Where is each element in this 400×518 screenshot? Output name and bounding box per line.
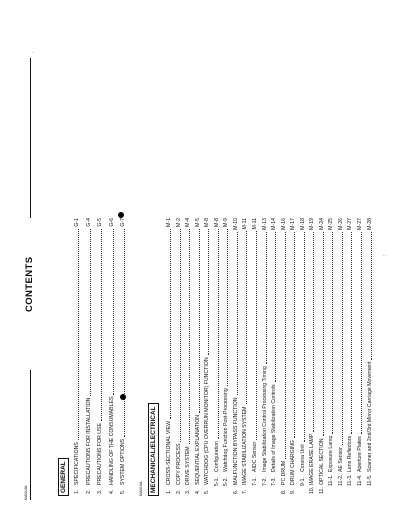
toc-entry-label: AIDC Sensor [251,441,258,472]
toc-entry-label: Scanner and 2nd/3rd Mirror Carriage Movement [366,361,373,472]
toc-entry [242,218,248,494]
toc-entry-page: M-17 [290,218,297,230]
toc-entry-label: Watchdog Function Post-Processing [223,388,230,472]
toc-entry-page: M-19 [309,218,316,230]
toc-entry [347,218,353,486]
toc-dot-leader [215,229,219,439]
toc-entry-number: 5. [120,489,126,494]
toc-entry-page: M-28 [366,218,373,230]
toc-entry-label: CROSS-SECTIONAL VIEW [166,420,172,485]
toc-dot-leader [110,229,114,395]
toc-entry [185,218,191,494]
toc-entry-page: M-11 [251,218,258,230]
toc-entry [367,218,373,486]
toc-entry [338,218,344,486]
toc-entry-number: 8. [280,489,287,494]
toc-dot-leader [75,229,79,440]
toc-entry [309,218,315,494]
toc-dot-leader [348,232,352,434]
toc-entry-page: M-18 [299,218,306,230]
header-mark: ’ [31,52,36,53]
toc-entry [290,218,296,494]
toc-entry-label: AE Sensor [337,447,344,472]
toc-entry-page: M-27 [347,218,354,230]
toc-dot-leader [368,232,372,360]
toc-dot-leader [358,232,362,434]
toc-dot-leader [291,232,295,438]
toc-entry-page: M-24 [318,218,325,230]
toc-entry-label: COPY PROCESS [175,443,182,485]
toc-entry-label: Configuration [213,441,220,472]
toc-entry-page: M-9 [223,218,230,227]
footer-mark: : [382,254,388,256]
toc-entry-label: OPTICAL SECTION [318,438,325,485]
toc-entry-label: HANDLING OF THE CONSUMABLES [108,396,115,485]
toc-entry-page: M-4 [185,218,192,227]
toc-entry-label: IMAGE ERASE LAMP [309,433,316,485]
toc-entry [97,218,103,494]
toc-entry-number: 2. [175,489,182,494]
toc-entry [300,218,306,486]
toc-entry [223,218,229,486]
toc-dot-leader [87,229,91,396]
toc-dot-leader [272,232,276,383]
toc-entry-label: WATCHDOG (CPU OVERRUN MONITOR) FUNCTION [204,357,211,485]
toc-entry [86,218,92,494]
toc-entry-label: SEQUENTIAL EXPLANATION [194,414,201,485]
toc-entry-label: PC DRUM [280,460,287,485]
toc-entry-number: 4. [194,489,201,494]
toc-dot-leader [167,229,171,419]
toc-entry [214,218,220,486]
page-title: CONTENTS [24,256,35,312]
toc-entry [109,218,115,494]
toc-entry-label: DRUM CHARGING [290,440,297,485]
header-rule-left [30,370,31,500]
toc-entry-number: 7-3. [271,477,278,486]
toc-entry-number: 11. [318,487,325,494]
toc-entry-number: 6. [232,489,239,494]
toc-entry-label: MALFUNCTION BYPASS FUNCTION [232,397,239,485]
toc-entry-page: M-13 [261,218,268,230]
toc-entry-page: G-6 [108,218,115,227]
toc-entry-page: M-16 [280,218,287,230]
toc-entry-number: 10. [309,486,316,494]
toc-entry-page: G-5 [97,218,103,227]
toc-entry-number: 5-2. [223,477,230,486]
toc-entry [74,218,80,494]
toc-entry-number: 7-1. [251,477,258,486]
toc-dot-leader [320,232,324,437]
toc-entry-number: 1. [166,489,172,494]
toc-entry [328,218,334,486]
toc-dot-leader [234,232,238,396]
toc-entry-label: Corona Unit [299,444,306,472]
toc-entry-number: 1. [74,489,80,494]
toc-entry-label: SYSTEM OPTIONS [120,438,126,485]
toc-entry-number: 5. [204,489,211,494]
toc-dot-leader [186,229,190,444]
toc-entry [120,218,126,494]
mechanical-heading: MECHANICAL/ELECTRICAL [148,403,159,496]
toc-entry-page: M-10 [232,218,239,230]
toc-dot-leader [301,232,305,442]
toc-entry [262,218,268,486]
toc-dot-leader [282,232,286,459]
toc-entry [281,218,287,494]
toc-entry [252,218,258,486]
toc-entry-number: 3. [97,489,103,494]
toc-entry-number: 2. [85,489,92,494]
toc-entry-label: DRIVE SYSTEM [185,446,192,485]
toc-entry [319,218,325,494]
toc-entry [271,218,277,486]
toc-entry [204,218,210,494]
toc-entry-number: 11-3. [347,474,354,486]
toc-entry-number: 11-1. [328,474,335,486]
toc-entry-label: IMAGE STABILIZATION SYSTEM [242,406,249,485]
toc-entry-label: PRECAUTIONS FOR INSTALLATION [85,397,92,485]
toc-entry-page: M-8 [204,218,211,227]
toc-entry [233,218,239,494]
binder-hole-2 [118,212,124,218]
toc-entry-label: Details of Image Stabilization Controls [271,384,278,472]
toc-dot-leader [310,232,314,432]
toc-entry [357,218,363,486]
toc-entry-page: M-25 [328,218,335,230]
toc-entry-page: M-27 [357,218,363,230]
toc-dot-leader [224,229,228,386]
toc-entry-page: M-5 [194,218,201,227]
toc-entry [195,218,201,494]
toc-entry-number: 9. [290,489,297,494]
toc-dot-leader [121,229,125,437]
toc-entry-page: G-4 [85,218,92,227]
toc-dot-leader [177,229,181,442]
toc-entry-number: 11-4. [357,474,363,486]
toc-entry-page: M-2 [175,218,182,227]
toc-entry-label: SPECIFICATIONS [74,442,80,485]
toc-entry-number: 5-1. [213,477,220,486]
header-rule-right [30,58,31,218]
header-left-label: MANUAL [24,484,28,500]
toc-dot-leader [253,231,257,439]
toc-entry-number: 11-5. [366,474,373,486]
toc-dot-leader [339,232,343,445]
toc-entry-page: M-26 [337,218,344,230]
toc-entry-number: 7-2. [261,477,268,486]
toc-entry-label: Aperture Plates [357,436,363,472]
toc-entry-label: PRECAUTIONS FOR USE [97,423,103,485]
mechanical-small-label: MANUAL [139,480,143,496]
toc-entry-page: M-11 [242,218,249,230]
toc-dot-leader [263,232,267,364]
toc-dot-leader [243,231,247,404]
toc-entry-page: M-8 [213,218,220,227]
toc-entry-page: M-14 [271,218,278,230]
toc-dot-leader [196,229,200,413]
general-heading: GENERAL [58,458,69,496]
binder-hole-1 [120,394,126,400]
toc-entry-number: 7. [242,489,249,494]
toc-entry-page: G-1 [74,218,80,227]
toc-entry [176,218,182,494]
toc-entry-label: Lens Reflectors [347,435,354,472]
toc-dot-leader [205,229,209,355]
toc-dot-leader [98,229,102,421]
toc-entry-number: 9-1. [299,477,306,486]
toc-entry-number: 11-2. [337,474,344,486]
toc-entry-page: G-7 [120,218,126,227]
toc-entry [166,218,172,494]
toc-entry-page: M-1 [166,218,172,227]
toc-entry-number: 4. [108,489,115,494]
toc-entry-label: Image Stabilization Control Processing Timing [261,366,268,472]
toc-entry-label: Exposure Lamp [328,435,335,472]
toc-dot-leader [329,232,333,434]
toc-entry-number: 3. [185,489,192,494]
